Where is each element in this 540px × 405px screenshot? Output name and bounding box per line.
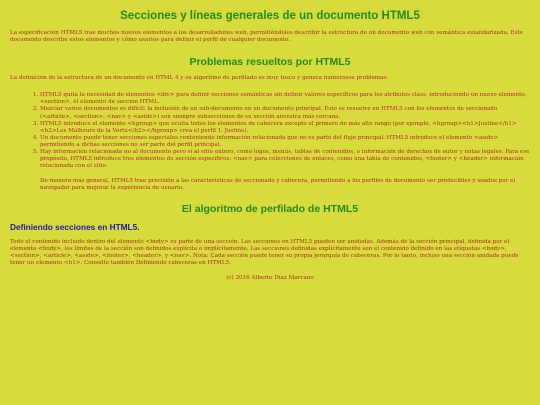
list-item: 5. Hay información relacionada no al documento pero sí al sitio entero, como logos, menús, tablas de contenidos, o información de derechos de autor y notas legales. Para ese propósito, HTML5 introduce tres elementos de sección específicos: <nav> para colecciones de enlaces, como una tabla de contenidos, <footer> y <header> información relacionada con el sitio. [40, 149, 530, 170]
list-item: 2. Mezclar varios documentos es difícil: la inclusión de un sub-documento en un documento principal. Esto se resuelve en HTML5 con los elementos de seccionado (<article>, <section>, <nav> y <aside>) son siempre subsecciones de su sección ancestra más cercana. [40, 106, 530, 120]
intro-paragraph: La especificación HTML5 trae muchos nuevos elementos a los desarrolladores web, permitiéndoles describir la estructura de un documento web con semántica estandarizada. Este documento describe estos elementos y cómo usarlos para definir el perfil de cualquier documento. [10, 30, 523, 44]
list-item: 4. Un documento puede tener secciones especiales conteniendo información relacionada que no es parte del flujo principal. HTML5 introduce el elemento <aside> permitiendo a dichas secciones no ser parte del perfil principal. [40, 135, 530, 149]
footer-copyright: (c) 2016 Alberto Díaz Marcano [226, 274, 314, 281]
problems-intro-paragraph: La definición de la estructura de un documento en HTML 4 y su algoritmo de perfilado es muy tosco y genera numerosos problemas: [10, 75, 389, 82]
section-heading-algorithm: El algoritmo de perfilado de HTML5 [181, 202, 359, 215]
list-item: 1. HTML5 quita la necesidad de elementos <div> para definir secciones semánticas sin definir valores específicos para los atributos class, introduciendo un nuevo elemento, <section>, el elemento de sección HTML. [40, 92, 530, 106]
problems-closing-paragraph: De manera más general, HTML5 trae precisión a las características de seccionado y cabecera, permitiendo a los perfiles de documento ser predecibles y usados por el navegador para mejorar la experiencia de usuario. [40, 178, 516, 192]
page-title: Secciones y líneas generales de un documento HTML5 [120, 10, 420, 22]
list-item: 3. HTML5 introduce el elemento <hgroup> que oculta todos los elementos de cabecera excepto el primero de más alto rango (por ejemplo, <hgroup><h1>Justine</h1><h2>Les Malheurs de la Vertu</h2></hgroup> crea el perfil 1. Justine). [40, 121, 530, 135]
subsection-heading-defining-sections: Definiendo secciones en HTML5. [10, 221, 140, 232]
problems-list [10, 92, 530, 170]
section-heading-problems: Problemas resueltos por HTML5 [189, 56, 351, 69]
algorithm-body-paragraph: Todo el contenido incluido dentro del elemento <body> es parte de una sección. Las secciones en HTML5 pueden ser anidadas. Además de la sección principal, definida por el elemento <body>, los límites de la sección son definidos explícita o implícitamente. Las secciones definidas explícitamente son el contenido definido en las etiquetas <body>, <section>, <article>, <aside>, <footer>, <header>, y <nav>. Nota: Cada sección puede tener su propia jerarquía de cabeceras. Por lo tanto, incluso una sección anidada puede tener un elemento <h1>. Consulte también Definiendo cabeceras en HTML5. [10, 238, 519, 266]
